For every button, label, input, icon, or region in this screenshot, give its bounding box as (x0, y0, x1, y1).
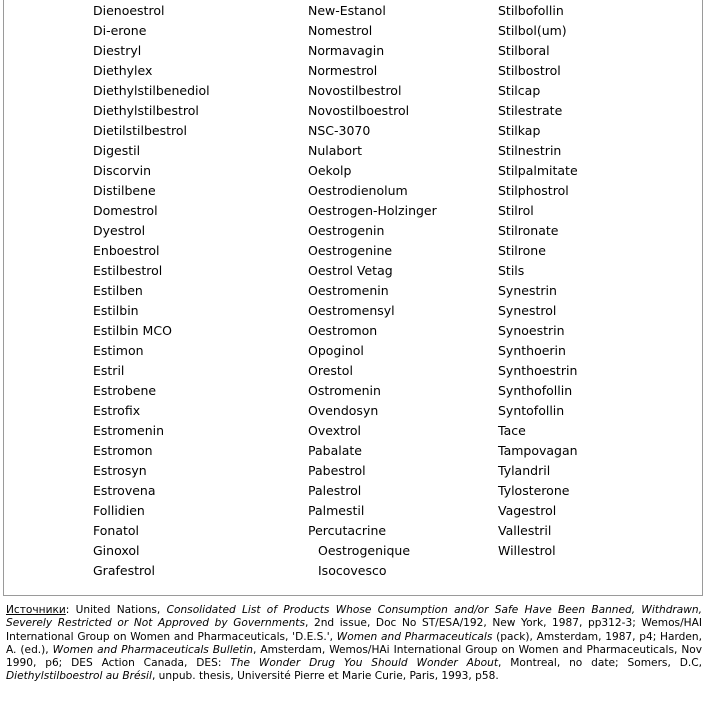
sources-note (6, 604, 702, 684)
name-item: Oestrol Vetag (308, 263, 393, 278)
name-item: Estromon (93, 443, 153, 458)
name-item: Diethylex (93, 63, 153, 78)
name-item: Synestrol (498, 303, 557, 318)
name-item: Dienoestrol (93, 3, 165, 18)
name-item: Tace (498, 423, 526, 438)
name-item: Stilkap (498, 123, 541, 138)
name-item: Ostromenin (308, 383, 381, 398)
name-item: Diestryl (93, 43, 142, 58)
sources-title: The Wonder Drug You Should Wonder About (230, 657, 498, 670)
names-column-3 (498, 1, 578, 561)
name-item: Pabestrol (308, 463, 366, 478)
name-item: Novostilbestrol (308, 83, 402, 98)
name-item: Stilcap (498, 83, 541, 98)
name-item: Stilbostrol (498, 63, 561, 78)
name-item: Synoestrin (498, 323, 565, 338)
name-item: Oestromensyl (308, 303, 395, 318)
brand-names-table (3, 0, 703, 596)
name-item: Synthofollin (498, 383, 573, 398)
name-item: Isocovesco (318, 563, 387, 578)
names-column-1 (93, 1, 210, 581)
name-item: Estrosyn (93, 463, 147, 478)
name-item: Oestrogenine (308, 243, 393, 258)
name-item: Domestrol (93, 203, 158, 218)
sources-title: Women and Pharmaceuticals Bulletin (52, 643, 253, 656)
name-item: Stilronate (498, 223, 559, 238)
name-item: Normestrol (308, 63, 378, 78)
name-item: Oestrogen-Holzinger (308, 203, 437, 218)
sources-text: , 2nd issue, Doc No ST/ESA/192, New York, 1987, pp312-3; Wemos/HAI International Group on Women and Pharmaceuticals, 'D.E.S.', (6, 617, 702, 643)
sources-label: Источники (6, 604, 66, 616)
names-column-2 (308, 1, 437, 581)
name-item: Pabalate (308, 443, 362, 458)
name-item: Estrovena (93, 483, 156, 498)
sources-title: Diethylstilboestrol au Brésil (6, 670, 152, 683)
name-item: Dyestrol (93, 223, 146, 238)
name-item: Nomestrol (308, 23, 373, 38)
name-item: Stilbofollin (498, 3, 564, 18)
name-item: Estimon (93, 343, 144, 358)
name-item: Distilbene (93, 183, 156, 198)
name-item: Syntofollin (498, 403, 565, 418)
name-item: Estilben (93, 283, 143, 298)
name-item: Diethylstilbestrol (93, 103, 199, 118)
name-item: Normavagin (308, 43, 385, 58)
sources-title: Consolidated List of Products Whose Consumption and/or Safe Have Been Banned, Withdrawn, Severely Restricted or Not Approved by Governments (6, 604, 703, 630)
name-item: Synthoerin (498, 343, 566, 358)
name-item: Diethylstilbenediol (93, 83, 210, 98)
sources-text: : United Nations, (65, 604, 167, 616)
name-item: Oekolp (308, 163, 352, 178)
name-item: Orestol (308, 363, 353, 378)
name-item: Stilboral (498, 43, 550, 58)
name-item: Grafestrol (93, 563, 155, 578)
name-item: Estrofix (93, 403, 141, 418)
name-item: Percutacrine (308, 523, 387, 538)
name-item: Stilpalmitate (498, 163, 578, 178)
sources-text: , Amsterdam, Wemos/HAi International Group on Women and Pharmaceuticals, Nov 1990, p6; DES Action Canada, DES: (6, 643, 703, 670)
name-item: Oestromenin (308, 283, 389, 298)
name-item: Opoginol (308, 343, 364, 358)
name-item: Synestrin (498, 283, 557, 298)
sources-text: (pack), Amsterdam, 1987, p4; Harden, A. (ed.), (6, 630, 702, 656)
name-item: Ovextrol (308, 423, 361, 438)
name-item: Tampovagan (498, 443, 578, 458)
sources-text: , Montreal, no date; Somers, D.C, (498, 657, 702, 670)
name-item: Palmestil (308, 503, 365, 518)
name-item: Ginoxol (93, 543, 140, 558)
name-item: Nulabort (308, 143, 363, 158)
name-item: Novostilboestrol (308, 103, 410, 118)
name-item: Synthoestrin (498, 363, 578, 378)
name-item: Dietilstilbestrol (93, 123, 188, 138)
name-item: Stilrol (498, 203, 534, 218)
name-item: Follidien (93, 503, 145, 518)
name-item: Oestrodienolum (308, 183, 408, 198)
name-item: Estril (93, 363, 125, 378)
name-item: Willestrol (498, 543, 556, 558)
name-item: Oestrogenique (318, 543, 411, 558)
name-item: Stilbol(um) (498, 23, 567, 38)
name-item: Estromenin (93, 423, 165, 438)
name-item: Enboestrol (93, 243, 160, 258)
name-item: Vallestril (498, 523, 552, 538)
name-item: Stils (498, 263, 525, 278)
name-item: Tylosterone (498, 483, 570, 498)
name-item: NSC-3070 (308, 123, 371, 138)
sources-text: , unpub. thesis, Université Pierre et Marie Curie, Paris, 1993, p58. (151, 670, 499, 683)
name-item: Stilnestrin (498, 143, 562, 158)
name-item: Stilestrate (498, 103, 563, 118)
name-item: Discorvin (93, 163, 152, 178)
name-item: Vagestrol (498, 503, 557, 518)
name-item: Estilbin (93, 303, 139, 318)
name-item: Estilbestrol (93, 263, 163, 278)
name-item: Fonatol (93, 523, 139, 538)
name-item: Tylandril (498, 463, 551, 478)
name-item: Oestromon (308, 323, 378, 338)
name-item: New-Estanol (308, 3, 386, 18)
name-item: Estrobene (93, 383, 157, 398)
name-item: Estilbin MCO (93, 323, 172, 338)
sources-title: Women and Pharmaceuticals (336, 630, 493, 643)
name-item: Stilrone (498, 243, 546, 258)
name-item: Di-erone (93, 23, 147, 38)
name-item: Stilphostrol (498, 183, 569, 198)
name-item: Palestrol (308, 483, 362, 498)
name-item: Oestrogenin (308, 223, 385, 238)
name-item: Ovendosyn (308, 403, 379, 418)
name-item: Digestil (93, 143, 141, 158)
